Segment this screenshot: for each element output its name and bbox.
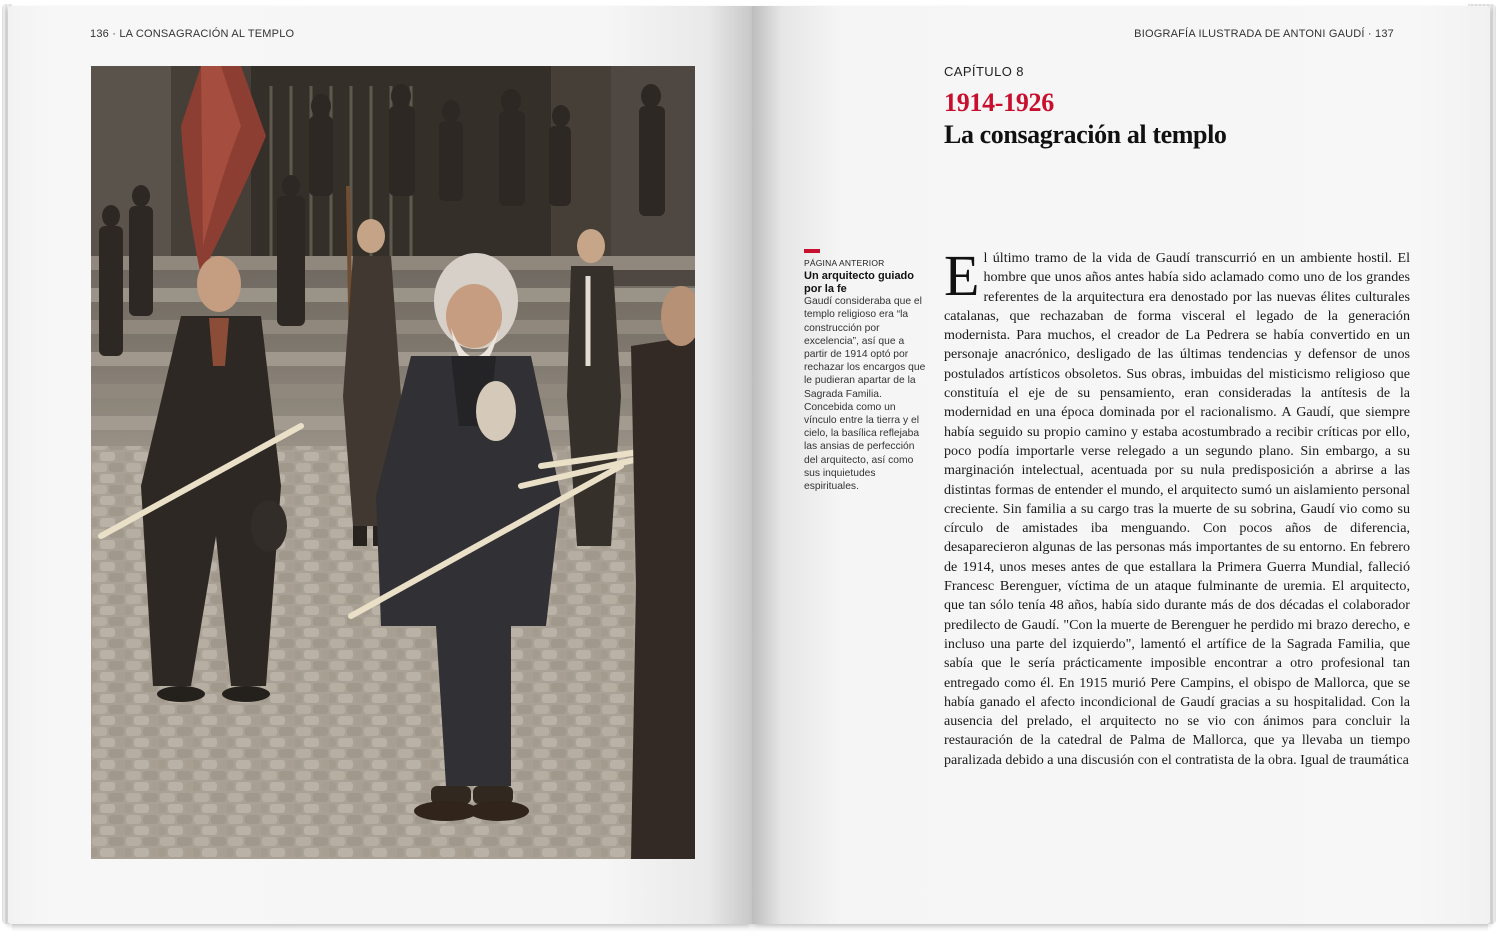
body-paragraph: l último tramo de la vida de Gaudí transcurrió en un ambiente hostil. El hombre que unos años antes había sido aclamado como uno de los grandes referentes de la arquitectura era denostado por las nuevas élites culturales catalanas, que rechazaban de forma visceral el legado de la generación modernista. Para muchos, el creador de La Pedrera se había convertido en un personaje anacrónico, desligado de las últimas tendencias y defensor de unos postulados artísticos obsoletos. Sus obras, imbuidas del misticismo religioso que constituía el eje de su pensamiento, eran consideradas la antítesis de la modernidad en una época dominada por el racionalismo. A Gaudí, que siempre había seguido su propio camino y estaba acostumbrado a recibir críticas por ello, poco podía importarle verse relegado a un segundo plano. Sin embargo, a su marginación intelectual, acentuada por su nula predisposición a abrirse a las distintas formas de entender el mundo, el arquitecto sumó un aislamiento personal creciente. Sin familia a su cargo tras la muerte de su sobrina, Gaudí vio como su círculo de amistades iba menguando. Con pocos años de diferencia, desaparecieron algunas de las personas más importantes de su entorno. En febrero de 1914, unos meses antes de que estallara la Primera Guerra Mundial, falleció Francesc Berenguer, víctima de un ataque fulminante de uremia. El arquitecto, que tan sólo tenía 48 años, había sido durante más de dos décadas el colaborador predilecto de Gaudí. "Con la muerte de Berenguer he perdido mi brazo derecho, e incluso una parte del izquierdo", lamentó el artífice de la Sagrada Familia, que sabía que le sería prácticamente imposible encontrar a otro profesional tan entregado como él. En 1915 murió Pere Campins, el obispo de Mallorca, que se había ganado el afecto incondicional de Gaudí gracias a su hospitalidad. Con la ausencia del prelado, el arquitecto no se vio con ánimos para concluir la restauración de la catedral de Palma de Mallorca, que ya llevaba un tiempo paralizada debido a una discusión con el contratista de la obra. Igual de traumática	[944, 250, 1410, 768]
gaudi-procession-photo	[91, 66, 695, 859]
caption-body: Gaudí consideraba que el templo religioso era “la construcción por excelencia”, así que a partir de 1914 optó por rechazar los encargos que le pudieran apartar de la Sagrada Familia. Concebida como un vínculo entre la tierra y el cielo, la basílica reflejaba las ansias de perfección del arquitecto, así como sus inquietudes espirituales.	[804, 296, 926, 493]
chapter-years: 1914-1926	[944, 88, 1054, 117]
left-page	[8, 6, 752, 924]
left-running-head: 136 · LA CONSAGRACIÓN AL TEMPLO	[90, 28, 295, 40]
chapter-body-text	[944, 243, 1410, 770]
caption-kicker: PÁGINA ANTERIOR	[804, 258, 885, 268]
caption-title: Un arquitecto guiado por la fe	[804, 270, 914, 295]
photo-caption	[804, 249, 928, 493]
right-running-head: BIOGRAFÍA ILUSTRADA DE ANTONI GAUDÍ · 137	[1134, 28, 1394, 40]
chapter-label: CAPÍTULO 8	[944, 64, 1024, 79]
right-page	[752, 6, 1490, 924]
drop-cap: E	[944, 243, 980, 308]
chapter-title: La consagración al templo	[944, 120, 1227, 149]
caption-accent-bar	[804, 249, 820, 253]
